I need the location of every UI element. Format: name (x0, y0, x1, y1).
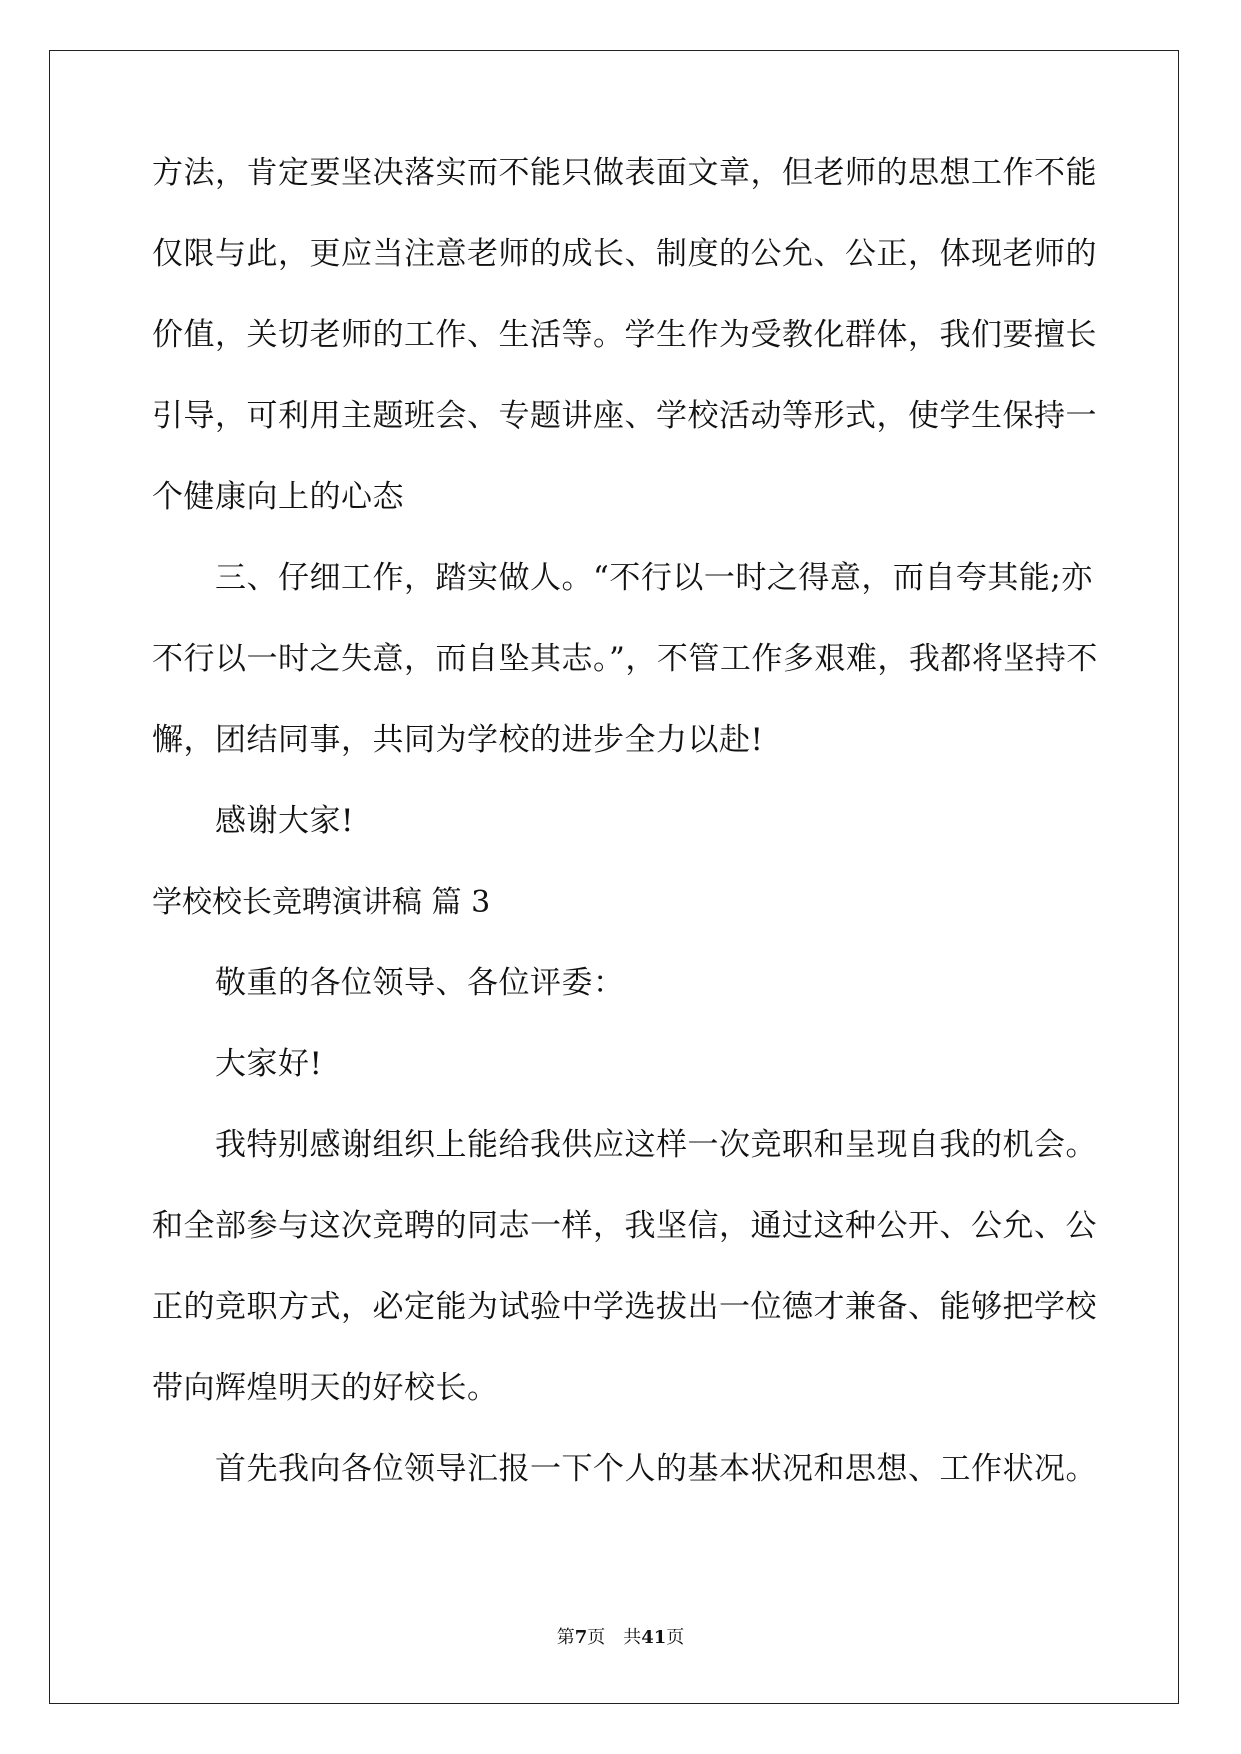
text-line: 价值，关切老师的工作、生活等。学生作为受教化群体，我们要擅长 (152, 317, 1097, 353)
text-line: 个健康向上的心态 (152, 479, 404, 515)
text-line: 和全部参与这次竞聘的同志一样，我坚信，通过这种公开、公允、公 (152, 1208, 1097, 1244)
text-line: 不行以一时之失意，而自坠其志。”，不管工作多艰难，我都将坚持不 (152, 641, 1098, 677)
text-line: 我特别感谢组织上能给我供应这样一次竞职和呈现自我的机会。 (215, 1127, 1097, 1163)
section-heading: 学校校长竞聘演讲稿 篇 3 (152, 885, 491, 920)
text-line: 仅限与此，更应当注意老师的成长、制度的公允、公正，体现老师的 (152, 236, 1097, 272)
total-suffix: 页 (666, 1627, 685, 1648)
page-suffix: 页 (587, 1627, 606, 1648)
document-body (152, 155, 1098, 1537)
salutation: 敬重的各位领导、各位评委： (215, 965, 625, 1001)
text-line: 方法，肯定要坚决落实而不能只做表面文章，但老师的思想工作不能 (152, 155, 1097, 191)
text-line: 正的竞职方式，必定能为试验中学选拔出一位德才兼备、能够把学校 (152, 1289, 1097, 1325)
text-line: 感谢大家! (215, 803, 354, 839)
page-prefix: 第 (556, 1627, 575, 1648)
total-pages: 41 (641, 1627, 667, 1648)
page-number: 7 (574, 1627, 588, 1648)
total-prefix: 共 (623, 1627, 642, 1648)
text-line: 带向辉煌明天的好校长。 (152, 1370, 499, 1406)
page-footer (0, 1623, 1241, 1649)
greeting: 大家好! (215, 1046, 323, 1082)
text-line: 首先我向各位领导汇报一下个人的基本状况和思想、工作状况。 (215, 1451, 1097, 1487)
text-line: 三、仔细工作，踏实做人。“不行以一时之得意，而自夸其能;亦 (215, 560, 1093, 596)
text-line: 懈，团结同事，共同为学校的进步全力以赴! (152, 722, 764, 758)
text-line: 引导，可利用主题班会、专题讲座、学校活动等形式，使学生保持一 (152, 398, 1097, 434)
